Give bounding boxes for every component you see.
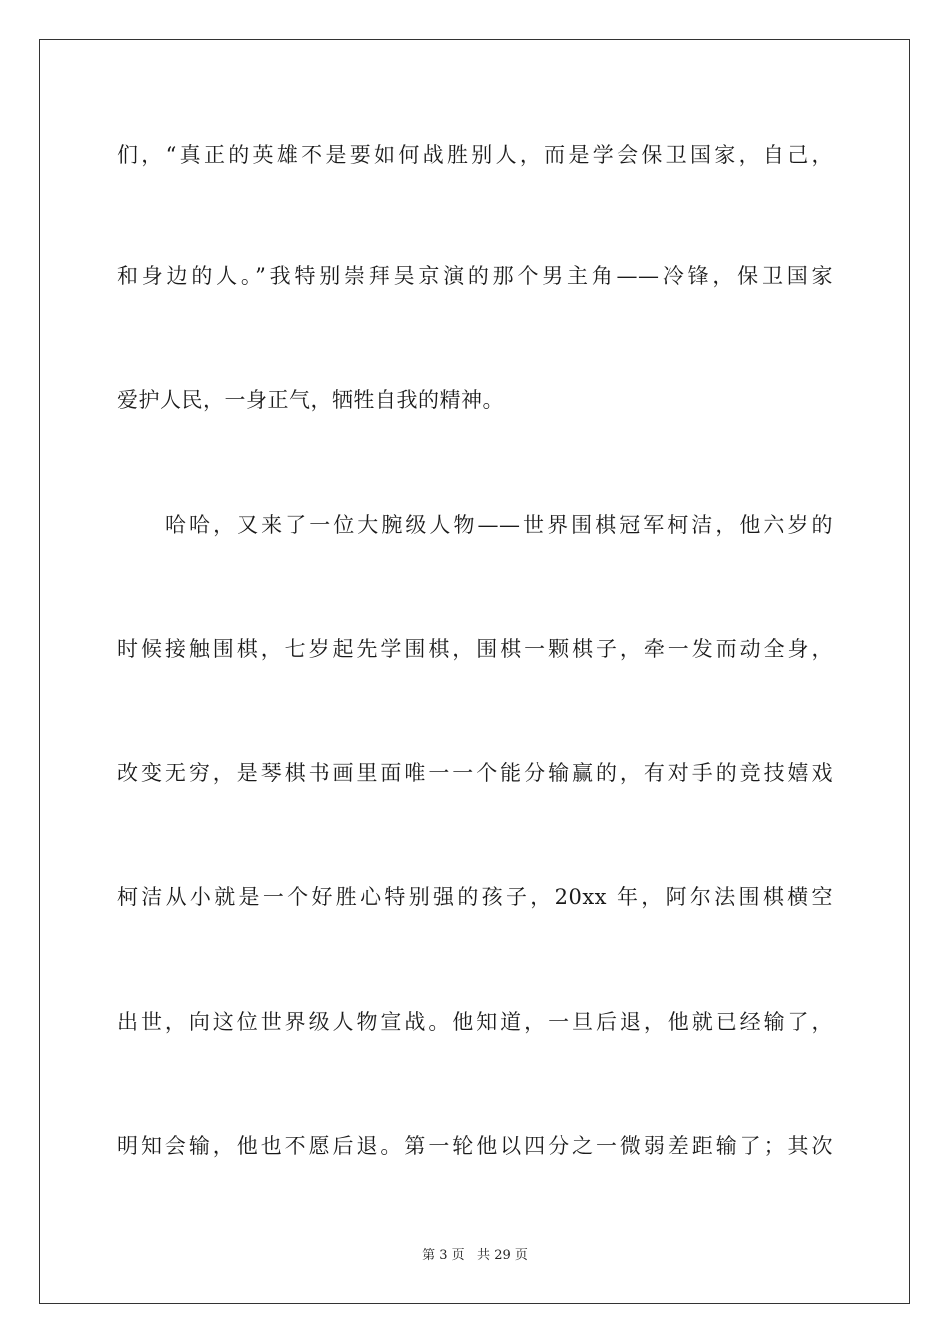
page-border xyxy=(39,39,910,1304)
text-line-9: 明知会输，他也不愿后退。第一轮他以四分之一微弱差距输了；其次 xyxy=(117,1134,833,1158)
text-line-1: 们，“真正的英雄不是要如何战胜别人，而是学会保卫国家，自己， xyxy=(117,143,833,167)
page-number-footer: 第 3 页 共 29 页 xyxy=(422,1248,528,1263)
text-line-3: 爱护人民，一身正气，牺牲自我的精神。 xyxy=(117,388,504,412)
text-line-4: 哈哈，又来了一位大腕级人物——世界围棋冠军柯洁，他六岁的 xyxy=(165,513,833,537)
text-line-7: 柯洁从小就是一个好胜心特别强的孩子，20xx 年，阿尔法围棋横空 xyxy=(117,885,833,909)
text-line-5: 时候接触围棋，七岁起先学围棋，围棋一颗棋子，牵一发而动全身， xyxy=(117,637,833,661)
text-line-8: 出世，向这位世界级人物宣战。他知道，一旦后退，他就已经输了， xyxy=(117,1010,833,1034)
text-line-2: 和身边的人。”我特别崇拜吴京演的那个男主角——冷锋，保卫国家 xyxy=(117,264,833,288)
text-line-6: 改变无穷，是琴棋书画里面唯一一个能分输赢的，有对手的竞技嬉戏 xyxy=(117,761,833,785)
